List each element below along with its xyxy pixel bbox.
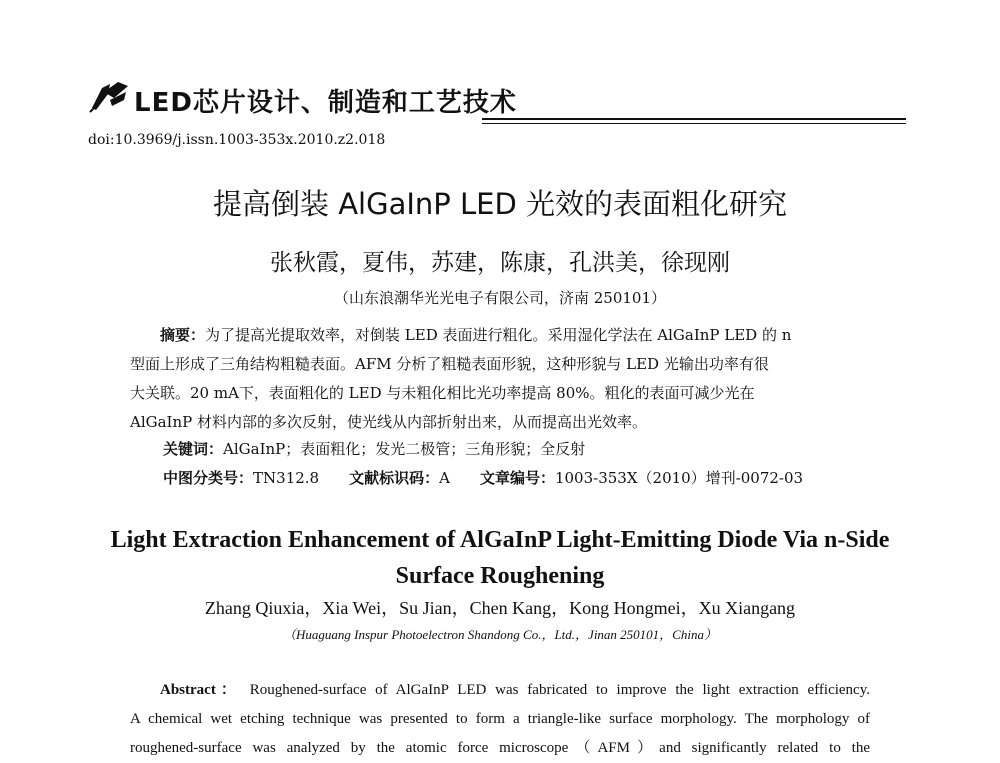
keywords-label: 关键词： [163,440,224,458]
abstract-line [130,321,872,350]
abstract-line: AlGaInP 材料内部的多次反射，使光线从内部折射出来，从而提高出光效率。 [130,413,648,431]
section-title: LED芯片设计、制造和工艺技术 [134,88,517,118]
article-no-value: 1003-353X（2010）增刊-0072-03 [554,469,804,487]
abstract-label: 摘要： [160,326,206,344]
doi-line: doi:10.3969/j.issn.1003-353x.2010.z2.018 [88,132,386,148]
clc-label: 中图分类号： [163,469,254,487]
english-affiliation: （Huaguang Inspur Photoelectron Shandong Co.，Ltd.，Jinan 250101，China） [283,627,717,642]
abstract-text: Roughened-surface of AlGaInP LED was fabricated to improve the light extraction efficiency. [240,682,870,698]
classification-line [163,467,803,488]
clc-value: TN312.8 [253,469,320,487]
abstract-line: roughened-surface was analyzed by the atomic force microscope（AFM）and significantly related to the [130,740,870,756]
section-header [88,78,908,122]
keywords-line [163,438,585,459]
header-rule-thin [482,123,906,124]
english-title-line: Light Extraction Enhancement of AlGaInP Light-Emitting Diode Via n-Side [110,527,890,553]
abstract-line [130,676,870,705]
doc-code-value: A [439,469,450,487]
chinese-title: 提高倒装 AlGaInP LED 光效的表面粗化研究 [212,187,788,221]
abstract-line: A chemical wet etching technique was presented to form a triangle-like surface morphology. The morphology of [130,711,870,727]
english-title [0,522,1000,594]
header-rule [482,118,906,120]
abstract-label: Abstract： [160,682,241,698]
chinese-affiliation: （山东浪潮华光光电子有限公司，济南 250101） [333,289,667,307]
english-abstract [130,676,870,763]
keywords: AlGaInP；表面粗化；发光二极管；三角形貌；全反射 [223,440,586,458]
abstract-line: 型面上形成了三角结构粗糙表面。AFM 分析了粗糙表面形貌，这种形貌与 LED 光输出功率有很 [130,355,769,373]
article-no-label: 文章编号： [479,469,555,487]
chinese-authors: 张秋霞，夏伟，苏建，陈康，孔洪美，徐现刚 [270,250,730,276]
doc-code-label: 文献标识码： [349,469,440,487]
chinese-abstract [130,321,872,437]
english-authors: Zhang Qiuxia，Xia Wei，Su Jian，Chen Kang，Kong Hongmei，Xu Xiangang [204,598,796,618]
abstract-line: 大关联。20 mA下，表面粗化的 LED 与未粗化相比光功率提高 80%。粗化的表面可减少光在 [130,384,755,402]
english-title-line: Surface Roughening [395,563,605,589]
abstract-text: 为了提高光提取效率，对倒装 LED 表面进行粗化。采用湿化学法在 AlGaInP LED 的 n [205,326,792,344]
pen-nib-icon [88,80,130,114]
